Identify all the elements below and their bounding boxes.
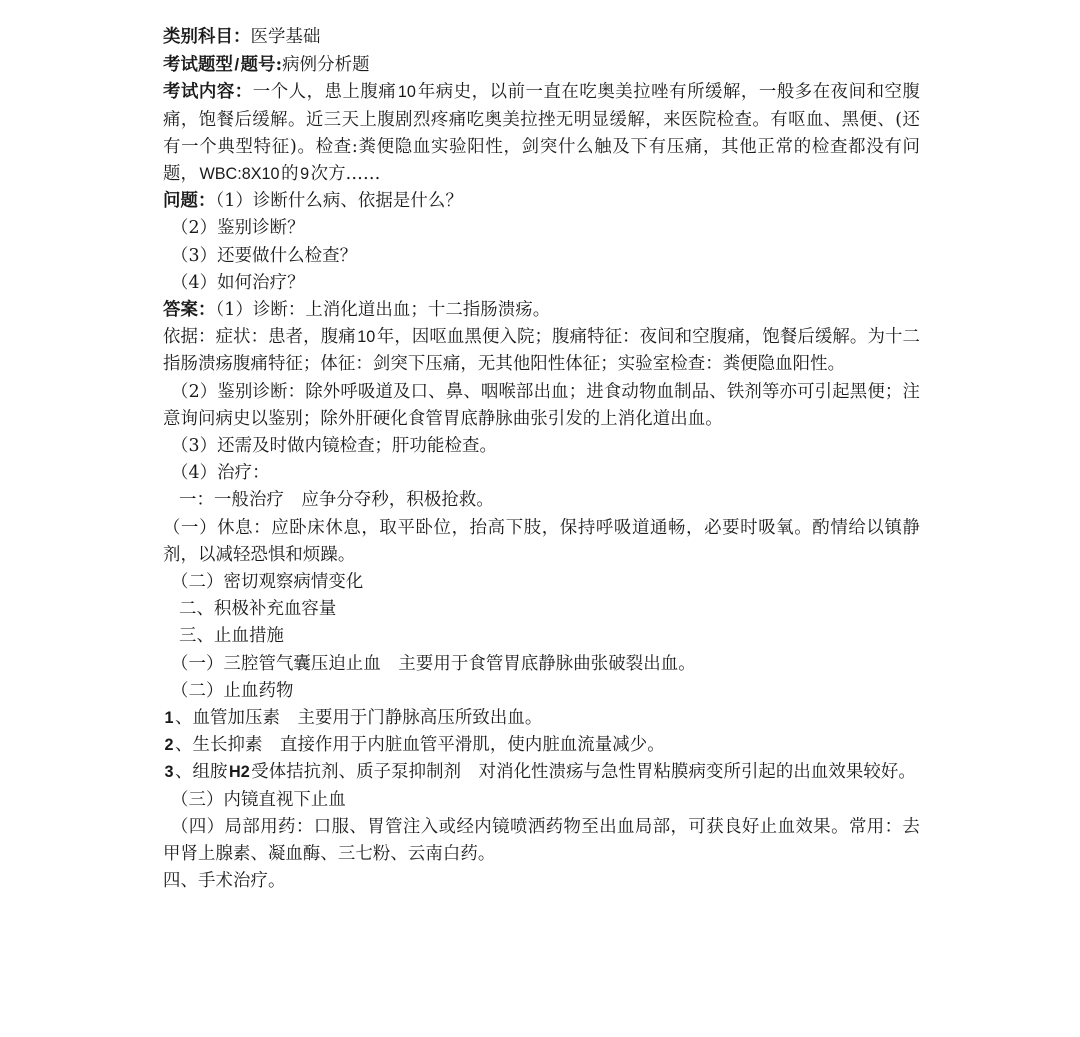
document-body	[163, 24, 920, 896]
slash-separator: /	[234, 55, 240, 75]
treatment-surgery-line: 四、手术治疗。	[163, 871, 286, 892]
exam-content-text-2: 年病史，以前一直在吃奥美拉唑有所缓解，一般多在夜间和空腹痛，饱餐后缓解。近三天上腹剧烈疼痛吃奥美拉挫无明显缓解，来医院检查。有呕血、黑便、(还有一个典型特征)。检查:粪便隐血实验阳性，剑突什么触及下有压痛，其他正常的检查都没有问题，	[163, 82, 920, 185]
drug-item-2-number: 2	[164, 736, 174, 755]
question-type-line	[163, 51, 920, 79]
duration-years-value: 10	[397, 83, 416, 102]
subject-label: 类别科目：	[163, 27, 251, 47]
exam-content-paragraph	[163, 79, 920, 188]
answer-basis-text-2: 年，因呕血黑便入院；腹痛特征：夜间和空腹痛，饱餐后缓解。为十二指肠溃疡腹痛特征；体征：剑突下压痛，无其他阳性体征；实验室检查：粪便隐血阳性。	[163, 327, 920, 375]
answer-2-paragraph: （2）鉴别诊断：除外呼吸道及口、鼻、咽喉部出血；进食动物血制品、铁剂等亦可引起黑便；注意询问病史以鉴别；除外肝硬化食管胃底静脉曲张引发的上消化道出血。	[163, 381, 920, 429]
treatment-local-medication-paragraph: （四）局部用药：口服、胃管注入或经内镜喷洒药物至出血局部，可获良好止血效果。常用：去甲肾上腺素、凝血酶、三七粉、云南白药。	[163, 816, 920, 865]
exam-content-text-3: 的	[281, 164, 299, 185]
exam-content-text-1: 一个人，患上腹痛	[252, 82, 397, 103]
question-3-line: （3）还要做什么检查？	[171, 245, 358, 266]
drug-item-1-text: 、血管加压素 主要用于门静脉高压所致出血。	[175, 708, 543, 729]
drug-item-2-text: 、生长抑素 直接作用于内脏血管平滑肌，使内脏血流量减少。	[175, 735, 665, 756]
drug-item-1-number: 1	[164, 709, 174, 728]
drug-item-3-paragraph	[163, 759, 920, 786]
questions-label: 问题：	[163, 191, 216, 212]
treatment-hemostasis-line: 三、止血措施	[179, 626, 284, 647]
drug-item-3-text-a: 、组胺	[175, 762, 228, 783]
question-1-text: （1）诊断什么病、依据是什么？	[215, 191, 463, 212]
drug-item-3-number: 3	[164, 763, 174, 782]
treatment-hemostatic-drugs-line: （二）止血药物	[171, 680, 294, 701]
answer-1-text: （1）诊断：上消化道出血；十二指肠溃疡。	[215, 300, 551, 321]
question-2-line: （2）鉴别诊断？	[171, 218, 305, 239]
answer-basis-paragraph	[163, 324, 920, 378]
treatment-observe-line: （二）密切观察病情变化	[171, 572, 364, 593]
answer-basis-text-1: 依据：症状：患者，腹痛	[163, 327, 356, 348]
drug-item-1-line	[163, 705, 920, 732]
wbc-value: WBC:8X10	[199, 165, 280, 184]
treatment-general-line: 一：一般治疗 应争分夺秒，积极抢救。	[179, 490, 494, 511]
subject-value: 医学基础	[250, 27, 321, 47]
question-1-line	[163, 188, 920, 215]
wbc-exponent-value: 9	[300, 165, 310, 184]
treatment-endoscopic-line: （三）内镜直视下止血	[171, 789, 346, 810]
basis-duration-years-value: 10	[357, 328, 376, 347]
question-type-value: 病例分析题	[282, 55, 370, 76]
exam-content-text-4: 次方……	[310, 164, 381, 185]
exam-content-label: 考试内容：	[163, 82, 253, 103]
question-type-label: 考试题型/题号:	[163, 55, 283, 76]
subject-line	[163, 24, 920, 51]
histamine-h2-label: H2	[229, 763, 250, 782]
answer-1-line	[163, 297, 920, 324]
drug-item-3-text-b: 受体拮抗剂、质子泵抑制剂 对消化性溃疡与急性胃粘膜病变所引起的出血效果较好。	[251, 762, 916, 783]
treatment-balloon-tamponade-line: （一）三腔管气囊压迫止血 主要用于食管胃底静脉曲张破裂出血。	[171, 653, 696, 674]
treatment-rest-paragraph: （一）休息：应卧床休息，取平卧位，抬高下肢，保持呼吸道通畅，必要时吸氧。酌情给以镇静剂，以减轻恐惧和烦躁。	[163, 517, 920, 565]
answer-3-line: （3）还需及时做内镜检查；肝功能检查。	[171, 436, 497, 457]
answer-4-line: （4）治疗：	[171, 463, 270, 484]
answer-label: 答案：	[163, 300, 216, 321]
question-4-line: （4）如何治疗？	[171, 272, 305, 293]
treatment-blood-volume-line: 二、积极补充血容量	[179, 599, 337, 620]
drug-item-2-line	[163, 732, 920, 759]
